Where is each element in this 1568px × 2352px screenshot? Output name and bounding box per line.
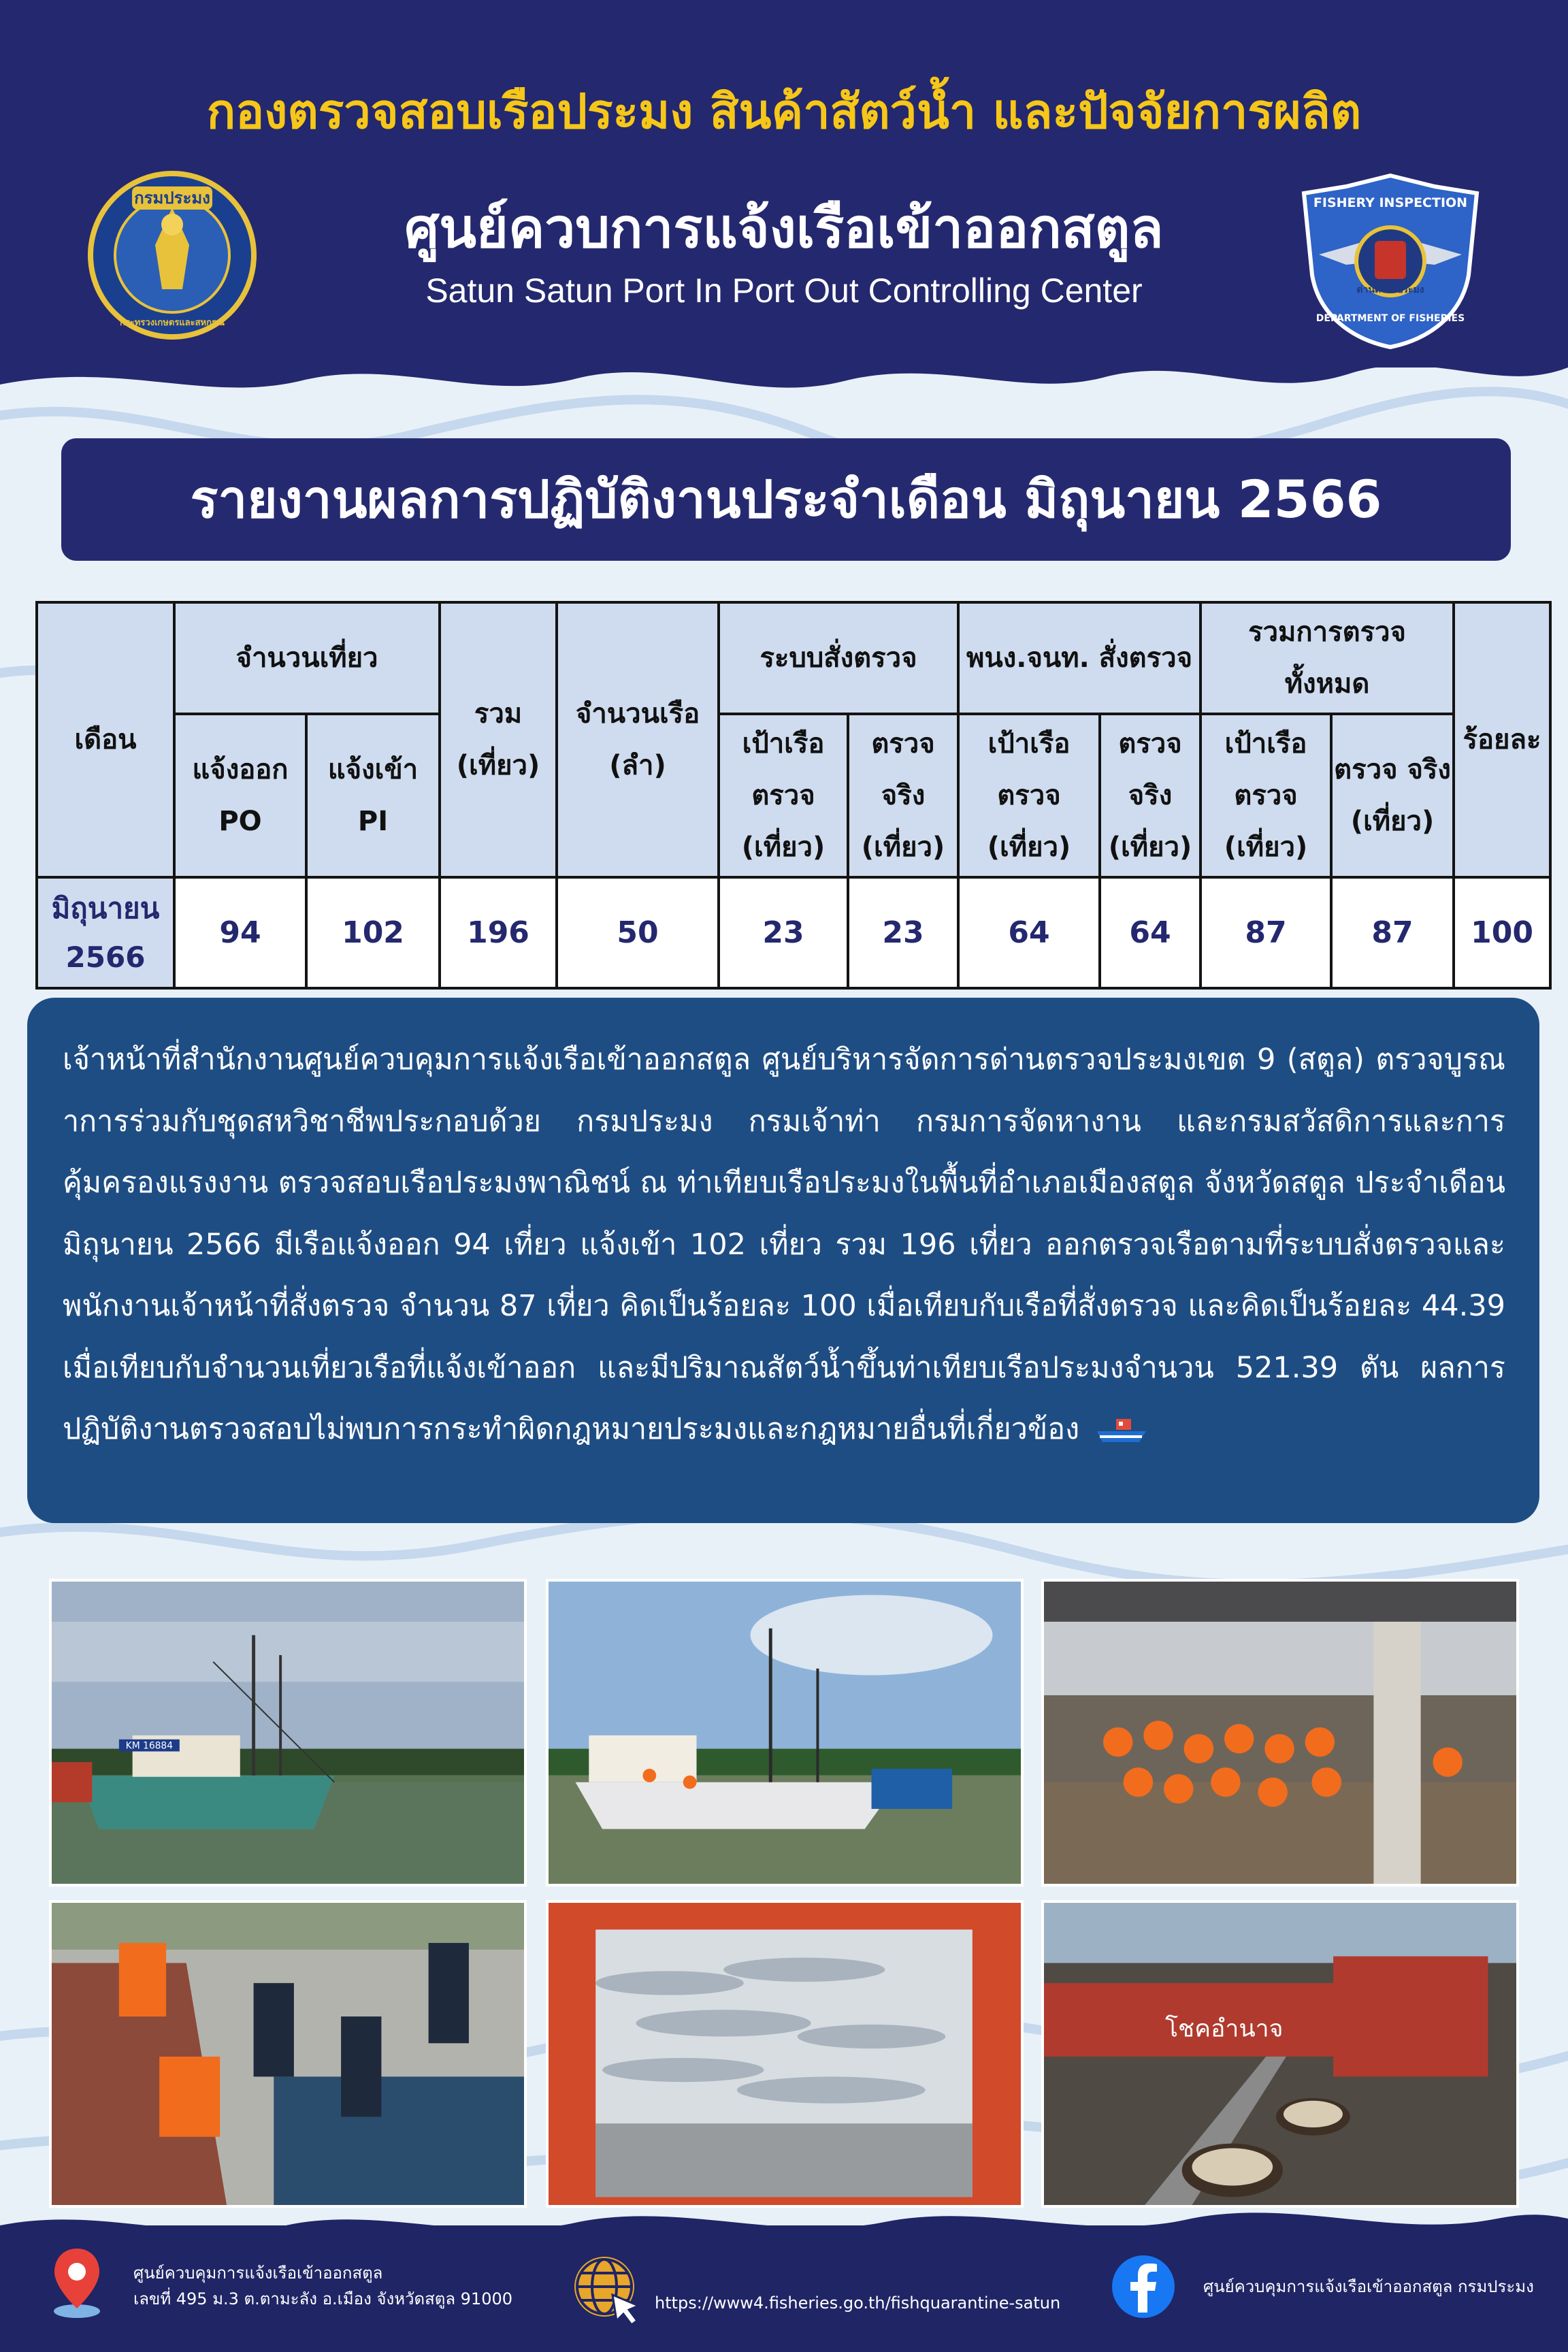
logo-right-top-text: FISHERY INSPECTION — [1313, 195, 1468, 210]
logo-left-bottom-text: กระทรวงเกษตรและสหกรณ์ — [119, 318, 225, 328]
row-system-target: 23 — [719, 877, 848, 988]
row-month: มิถุนายน 2566 — [37, 877, 174, 988]
header-system-target: เป้าเรือ ตรวจ (เที่ยว) — [719, 714, 848, 877]
facebook-icon[interactable] — [1109, 2253, 1177, 2321]
header-system-order: ระบบสั่งตรวจ — [719, 602, 958, 714]
photo-inspection-boat — [546, 1579, 1024, 1886]
row-total: 196 — [440, 877, 557, 988]
photo-officers-on-deck — [49, 1900, 527, 2208]
report-title: รายงานผลการปฏิบัติงานประจำเดือน มิถุนายน 2566 — [190, 469, 1382, 529]
header-total: รวม (เที่ยว) — [440, 602, 557, 877]
header-all-inspections: รวมการตรวจ ทั้งหมด — [1200, 602, 1454, 714]
row-all-target: 87 — [1200, 877, 1331, 988]
fisheries-department-seal-logo — [87, 170, 257, 340]
header-all-target: เป้าเรือ ตรวจ (เที่ยว) — [1200, 714, 1331, 877]
header-system-actual: ตรวจ จริง (เที่ยว) — [848, 714, 958, 877]
header-officer-order: พนง.จนท. สั่งตรวจ — [958, 602, 1200, 714]
header-trips: จำนวนเที่ยว — [174, 602, 440, 714]
center-title: ศูนย์ควบการแจ้งเรือเข้าออกสตูล — [404, 197, 1164, 260]
header-month: เดือน — [37, 602, 174, 877]
header-percent: ร้อยละ — [1454, 602, 1550, 877]
summary-panel — [27, 998, 1539, 1523]
footer-facebook-name[interactable]: ศูนย์ควบคุมการแจ้งเรือเข้าออกสตูล กรมประมง — [1203, 2277, 1534, 2296]
row-percent: 100 — [1454, 877, 1550, 988]
report-title-box — [61, 438, 1511, 561]
photo-boat-number: KM 16884 — [125, 1740, 174, 1752]
center-subtitle: Satun Satun Port In Port Out Controlling Center — [425, 272, 1143, 310]
row-po: 94 — [174, 877, 306, 988]
header-all-actual: ตรวจ จริง (เที่ยว) — [1331, 714, 1454, 877]
photo-fish-catch — [546, 1900, 1024, 2208]
logo-left-top-text: กรมประมง — [134, 189, 210, 208]
row-officer-target: 64 — [958, 877, 1100, 988]
photo-boat-name: โชคอำนาจ — [1164, 2014, 1284, 2043]
summary-text: เจ้าหน้าที่สำนักงานศูนย์ควบคุมการแจ้งเรือเข้าออกสตูล ศูนย์บริหารจัดการด่านตรวจประมงเขต 9 (สตูล) ตรวจบูรณาการร่วมกับชุดสหวิชาชีพประกอบด้วย กรมประมง กรมเจ้าท่า กรมการจัดหางาน และกรมสวัสดิการและการคุ้มครองแรงงาน ตรวจสอบเรือประมงพาณิชน์ ณ ท่าเทียบเรือประมงในพื้นที่อำเภอเมืองสตูล จังหวัดสตูล ประจำเดือนมิถุนายน 2566 มีเรือแจ้งออก 94 เที่ยว แจ้งเข้า 102 เที่ยว รวม 196 เที่ยว ออกตรวจเรือตามที่ระบบสั่งตรวจและพนักงานเจ้าหน้าที่สั่งตรวจ จำนวน 87 เที่ยว คิดเป็นร้อยละ 100 เมื่อเทียบกับเรือที่สั่งตรวจ และคิดเป็นร้อยละ 44.39 เมื่อเทียบกับจำนวนเที่ยวเรือที่แจ้งเข้าออก และมีปริมาณสัตว์น้ำขึ้นท่าเทียบเรือประมงจำนวน 521.39 ตัน ผลการปฏิบัติงานตรวจสอบไม่พบการกระทำผิดกฎหมายประมงและกฎหมายอื่นที่เกี่ยวข้อง — [63, 1043, 1505, 1446]
row-officer-actual: 64 — [1100, 877, 1200, 988]
map-pin-icon — [52, 2246, 102, 2321]
header-officer-actual: ตรวจ จริง (เที่ยว) — [1100, 714, 1200, 877]
logo-right-ribbon-text: ด่านตรวจประมง — [1356, 284, 1424, 295]
photo-crew-gathering — [1041, 1579, 1519, 1886]
row-system-actual: 23 — [848, 877, 958, 988]
photo-pier-baskets — [1041, 1900, 1519, 2208]
fishery-inspection-badge-logo — [1298, 173, 1482, 350]
main-title: กองตรวจสอบเรือประมง สินค้าสัตว์น้ำ และปัจจัยการผลิต — [206, 84, 1362, 140]
header-boats: จำนวนเรือ (ลำ) — [557, 602, 719, 877]
header-po: แจ้งออก PO — [174, 714, 306, 877]
header-pi: แจ้งเข้า PI — [306, 714, 440, 877]
footer-address-line2: เลขที่ 495 ม.3 ต.ตามะลัง อ.เมือง จังหวัดสตูล 91000 — [133, 2289, 513, 2308]
monthly-report-table — [35, 601, 1552, 990]
footer-website[interactable]: https://www4.fisheries.go.th/fishquarantine-satun — [655, 2293, 1061, 2313]
logo-right-bottom-text: DEPARTMENT OF FISHERIES — [1316, 313, 1465, 324]
row-pi: 102 — [306, 877, 440, 988]
fishing-boat-icon — [1096, 1416, 1147, 1446]
footer-address-line1: ศูนย์ควบคุมการแจ้งเรือเข้าออกสตูล — [133, 2264, 383, 2283]
globe-icon[interactable] — [570, 2253, 645, 2328]
header-officer-target: เป้าเรือ ตรวจ (เที่ยว) — [958, 714, 1100, 877]
photo-trawler-river — [49, 1579, 527, 1886]
row-boats: 50 — [557, 877, 719, 988]
row-all-actual: 87 — [1331, 877, 1454, 988]
